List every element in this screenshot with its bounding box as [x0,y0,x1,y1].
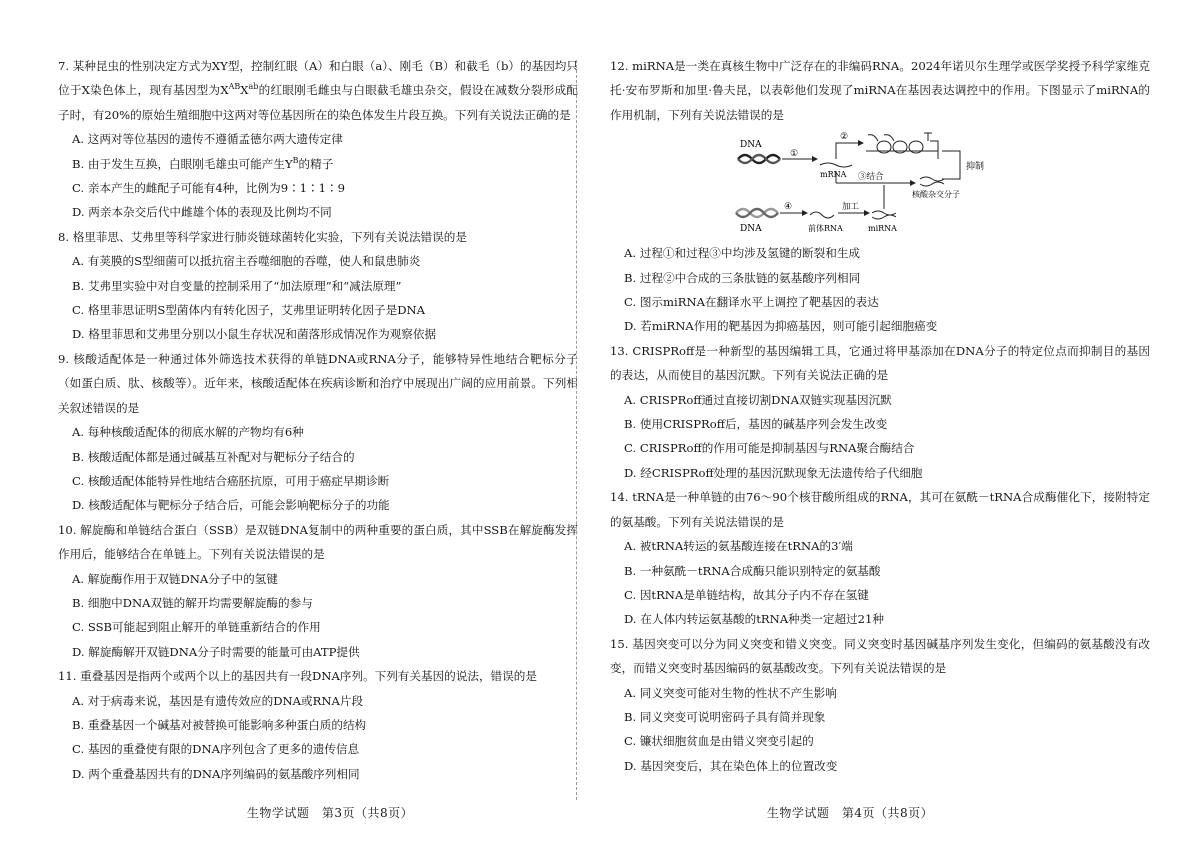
option-a: A. 每种核酸适配体的彻底水解的产物均有6种 [72,425,304,440]
option-d: D. 两亲本杂交后代中雌雄个体的表现及比例均不同 [72,205,332,220]
question-stem: 13. CRISPRoff是一种新型的基因编辑工具，它通过将甲基添加在DNA分子的特定位点而抑制目的基因的表达，从而使目的基因沉默。下列有关说法正确的是 [610,343,1150,383]
option-b: B. 由于发生互换，白眼刚毛雄虫可能产生$Y^B$的精子 [72,155,334,171]
label-mirna: miRNA [868,224,897,234]
option-a: A. CRISPRoff通过直接切割DNA双链实现基因沉默 [624,392,892,407]
page-right [600,0,1200,868]
question-7 [58,54,578,225]
option-c: C. SSB可能起到阻止解开的单链重新结合的作用 [72,620,321,635]
option-a: A. 同义突变可能对生物的性状不产生影响 [624,685,837,700]
label-mrna: mRNA [820,170,847,180]
option-b: B. 细胞中DNA双链的解开均需要解旋酶的参与 [72,595,313,610]
option-c: C. 基因的重叠使有限的DNA序列包含了更多的遗传信息 [72,742,360,757]
dna-helix-top [738,155,780,163]
question-10 [58,518,578,664]
question-stem: 10. 解旋酶和单链结合蛋白（SSB）是双链DNA复制中的两种重要的蛋白质，其中SSB在解旋酶发挥作用后，能够结合在单链上。下列有关说法错误的是 [58,522,578,562]
option-b: B. 艾弗里实验中对自变量的控制采用了“加法原理”和“减法原理” [72,278,402,293]
option-a: A. 这两对等位基因的遗传不遵循孟德尔两大遗传定律 [72,132,343,147]
option-d: D. 两个重叠基因共有的DNA序列编码的氨基酸序列相同 [72,766,360,781]
label-precursor-rna: 前体RNA [808,224,843,234]
option-c: C. 格里菲思证明S型菌体内有转化因子，艾弗里证明转化因子是DNA [72,303,426,318]
question-8 [58,225,578,347]
right-column [610,54,1150,778]
option-b: B. 重叠基因一个碱基对被替换可能影响多种蛋白质的结构 [72,717,367,732]
question-stem: 8. 格里菲思、艾弗里等科学家进行肺炎链球菌转化实验，下列有关说法错误的是 [58,229,467,244]
question-stem: 12. miRNA是一类在真核生物中广泛存在的非编码RNA。2024年诺贝尔生理学或医学奖授予科学家维克托·安布罗斯和加里·鲁夫昆，以表彰他们发现了miRNA在基因表达调控中的作用。下图显示了miRNA的作用机制，下列有关说法错误的是 [610,59,1150,122]
label-step-3: ③结合 [858,172,884,183]
question-stem: 9. 核酸适配体是一种通过体外筛选技术获得的单链DNA或RNA分子，能够特异性地结合靶标分子（如蛋白质、肽、核酸等）。近年来，核酸适配体在疾病诊断和治疗中展现出广阔的应用前景。下列相关叙述错误的是 [58,351,578,415]
option-a: A. 对于病毒来说，基因是有遗传效应的DNA或RNA片段 [72,693,364,708]
option-d: D. 解旋酶解开双链DNA分子时需要的能量可由ATP提供 [72,644,360,659]
question-13 [610,339,1150,485]
question-stem: 7. 某种昆虫的性别决定方式为XY型，控制红眼（A）和白眼（a）、刚毛（B）和截毛（b）的基因均只位于X染色体上，现有基因型为$X^{AB}X^{ab}$的红眼刚毛雌虫与白眼截毛雄虫杂交，假设在减数分裂形成配子时，有20%的原始生殖细胞中这两对等位基因所在的染色体发生片段互换。下列有关说法正确的是 [58,59,578,122]
label-step-4: ④ [784,202,793,213]
label-hybrid-molecule: 核酸杂交分子 [912,190,960,200]
question-stem: 15. 基因突变可以分为同义突变和错义突变。同义突变时基因碱基序列发生变化，但编码的氨基酸没有改变，而错义突变时基因编码的氨基酸改变。下列有关说法错误的是 [610,636,1150,676]
mirna-diagram [728,129,1028,237]
question-11 [58,664,578,786]
question-15 [610,632,1150,778]
option-a: A. 解旋酶作用于双链DNA分子中的氢键 [72,571,278,586]
option-d: D. 核酸适配体与靶标分子结合后，可能会影响靶标分子的功能 [72,498,390,513]
label-step-2: ② [840,132,849,143]
label-dna-top: DNA [740,140,762,151]
option-c: C. 因tRNA是单链结构，故其分子内不存在氢键 [624,587,869,602]
option-a: A. 有荚膜的S型细菌可以抵抗宿主吞噬细胞的吞噬，使人和鼠患肺炎 [72,254,421,269]
question-14 [610,485,1150,631]
option-c: C. CRISPRoff的作用可能是抑制基因与RNA聚合酶结合 [624,441,915,456]
page-divider [576,60,577,800]
label-processing: 加工 [842,202,860,213]
option-d: D. 若miRNA作用的靶基因为抑癌基因，则可能引起细胞癌变 [624,319,938,334]
option-d: D. 格里菲思和艾弗里分别以小鼠生存状况和菌落形成情况作为观察依据 [72,327,437,342]
option-d: D. 在人体内转运氨基酸的tRNA种类一定超过21种 [624,612,885,627]
option-d: D. 经CRISPRoff处理的基因沉默现象无法遗传给子代细胞 [624,465,923,480]
option-a: A. 过程①和过程③中均涉及氢键的断裂和生成 [624,246,861,261]
option-a: A. 被tRNA转运的氨基酸连接在tRNA的3′端 [624,539,853,554]
label-step-1: ① [790,149,799,160]
left-column [58,54,578,786]
question-stem: 14. tRNA是一种单链的由76～90个核苷酸所组成的RNA，其可在氨酰－tRNA合成酶催化下，接附特定的氨基酸。下列有关说法错误的是 [610,490,1150,529]
option-b: B. 过程②中合成的三条肽链的氨基酸序列相同 [624,270,861,285]
option-d: D. 基因突变后，其在染色体上的位置改变 [624,758,838,773]
option-c: C. 图示miRNA在翻译水平上调控了靶基因的表达 [624,295,879,310]
option-c: C. 核酸适配体能特异性地结合癌胚抗原，可用于癌症早期诊断 [72,473,390,488]
question-12 [610,54,1150,339]
page-footer-left: 生物学试题 第3页（共8页） [246,806,414,820]
label-dna-bottom: DNA [740,224,762,235]
option-c: C. 镰状细胞贫血是由错义突变引起的 [624,734,814,749]
question-stem: 11. 重叠基因是指两个或两个以上的基因共有一段DNA序列。下列有关基因的说法，错误的是 [58,669,537,684]
option-b: B. 核酸适配体都是通过碱基互补配对与靶标分子结合的 [72,449,355,464]
mirna-mechanism-figure [610,129,1150,237]
option-b: B. 同义突变可说明密码子具有简并现象 [624,709,826,724]
label-inhibit: 抑制 [966,162,985,173]
question-9 [58,347,578,518]
option-b: B. 一种氨酰－tRNA合成酶只能识别特定的氨基酸 [624,563,881,578]
dna-helix-bottom [736,209,778,217]
page-footer-right: 生物学试题 第4页（共8页） [766,806,934,820]
option-c: C. 亲本产生的雌配子可能有4种，比例为9∶1∶1∶9 [72,181,345,196]
option-b: B. 使用CRISPRoff后，基因的碱基序列会发生改变 [624,417,888,432]
